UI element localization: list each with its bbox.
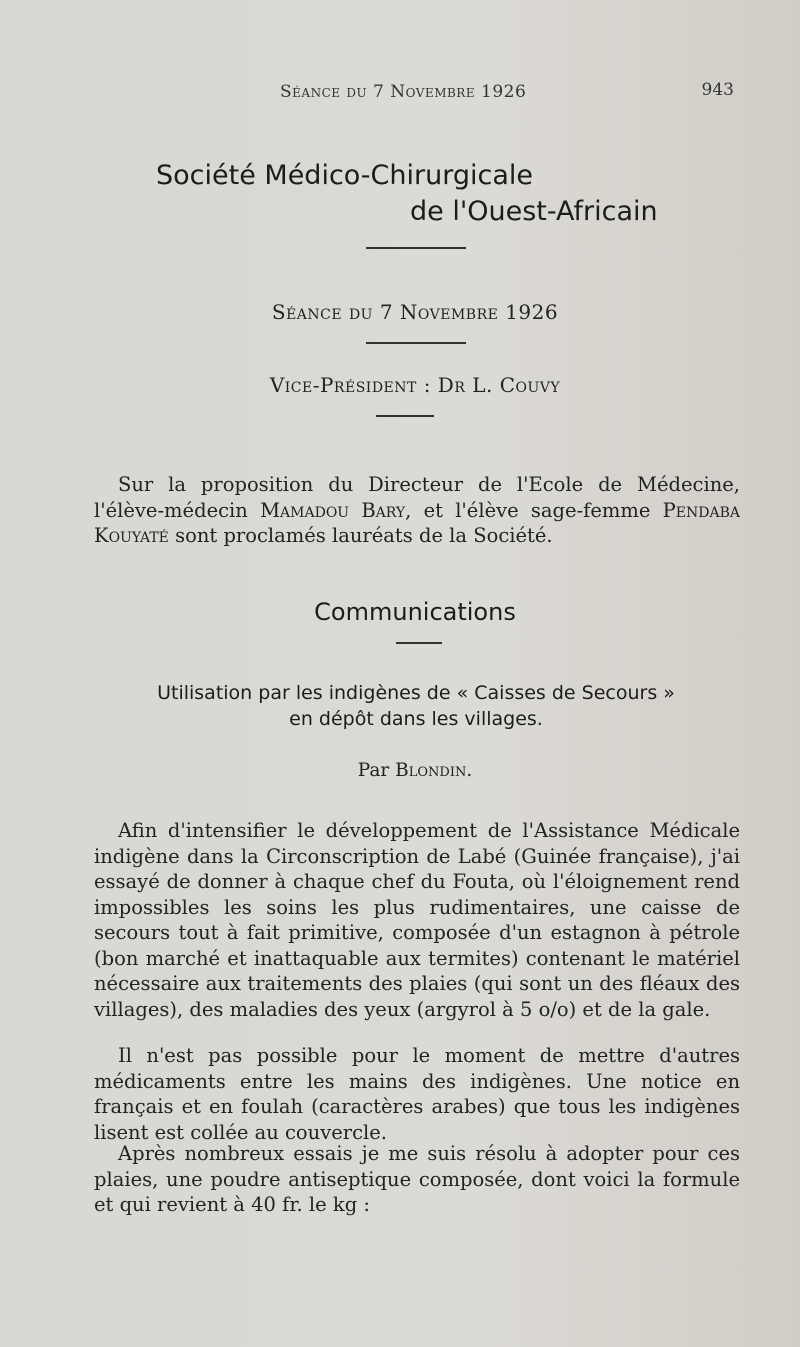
laureate-name: Pendaba Kouyaté — [94, 498, 740, 547]
section-heading: Communications — [314, 598, 516, 626]
article-title-line2: en dépôt dans les villages. — [289, 708, 543, 730]
divider-rule — [376, 415, 434, 417]
author-name: Blondin. — [395, 760, 473, 781]
divider-rule — [366, 247, 466, 249]
body-paragraph-3: Après nombreux essais je me suis résolu à adopter pour ces plaies, une poudre antiseptique composée, dont voici la formule et qui revient à 40 fr. le kg : — [94, 1142, 740, 1216]
announcement-text: sont proclamés lauréats de la Société. — [168, 524, 553, 547]
vice-president-line: Vice-Président : Dr L. Couvy — [269, 373, 561, 397]
article-title — [126, 680, 706, 732]
laureate-name: Mamadou Bary — [260, 498, 406, 522]
running-head: Séance du 7 Novembre 1926 — [280, 82, 527, 102]
society-title-line2: de l'Ouest-Africain — [410, 196, 658, 227]
session-heading: Séance du 7 Novembre 1926 — [271, 300, 559, 324]
divider-rule — [366, 342, 466, 344]
body-paragraph-1: Afin d'intensifier le développement de l'Assistance Médicale indigène dans la Circonscription de Labé (Guinée française), j'ai essayé de donner à chaque chef du Fouta, où l'éloignement rend impossibles les soins les plus rudimentaires, une caisse de secours tout à fait primitive, composée d'un estagnon à pétrole (bon marché et inattaquable aux termites) contenant le matériel nécessaire aux traitements des plaies (qui sont un des fléaux des villages), des maladies des yeux (argyrol à 5 o/o) et de la gale. — [94, 819, 740, 1021]
announcement-text: , et l'élève sage-femme — [405, 498, 663, 522]
society-title-line1: Société Médico-Chirurgicale — [156, 160, 533, 191]
announcement-paragraph — [94, 472, 740, 549]
byline-prefix: Par — [357, 760, 396, 781]
page-number: 943 — [701, 80, 734, 100]
divider-rule — [396, 642, 442, 644]
body-paragraph-2: Il n'est pas possible pour le moment de mettre d'autres médicaments entre les mains des indigènes. Une notice en français et en foulah (caractères arabes) que tous les indigènes lisent est collée au couvercle. — [94, 1044, 740, 1144]
announcement-text: Sur la proposition du Directeur de l'Ecole de Médecine, l'élève-médecin — [94, 473, 740, 522]
article-title-line1: Utilisation par les indigènes de « Caisses de Secours » — [157, 682, 675, 704]
byline — [0, 760, 800, 781]
